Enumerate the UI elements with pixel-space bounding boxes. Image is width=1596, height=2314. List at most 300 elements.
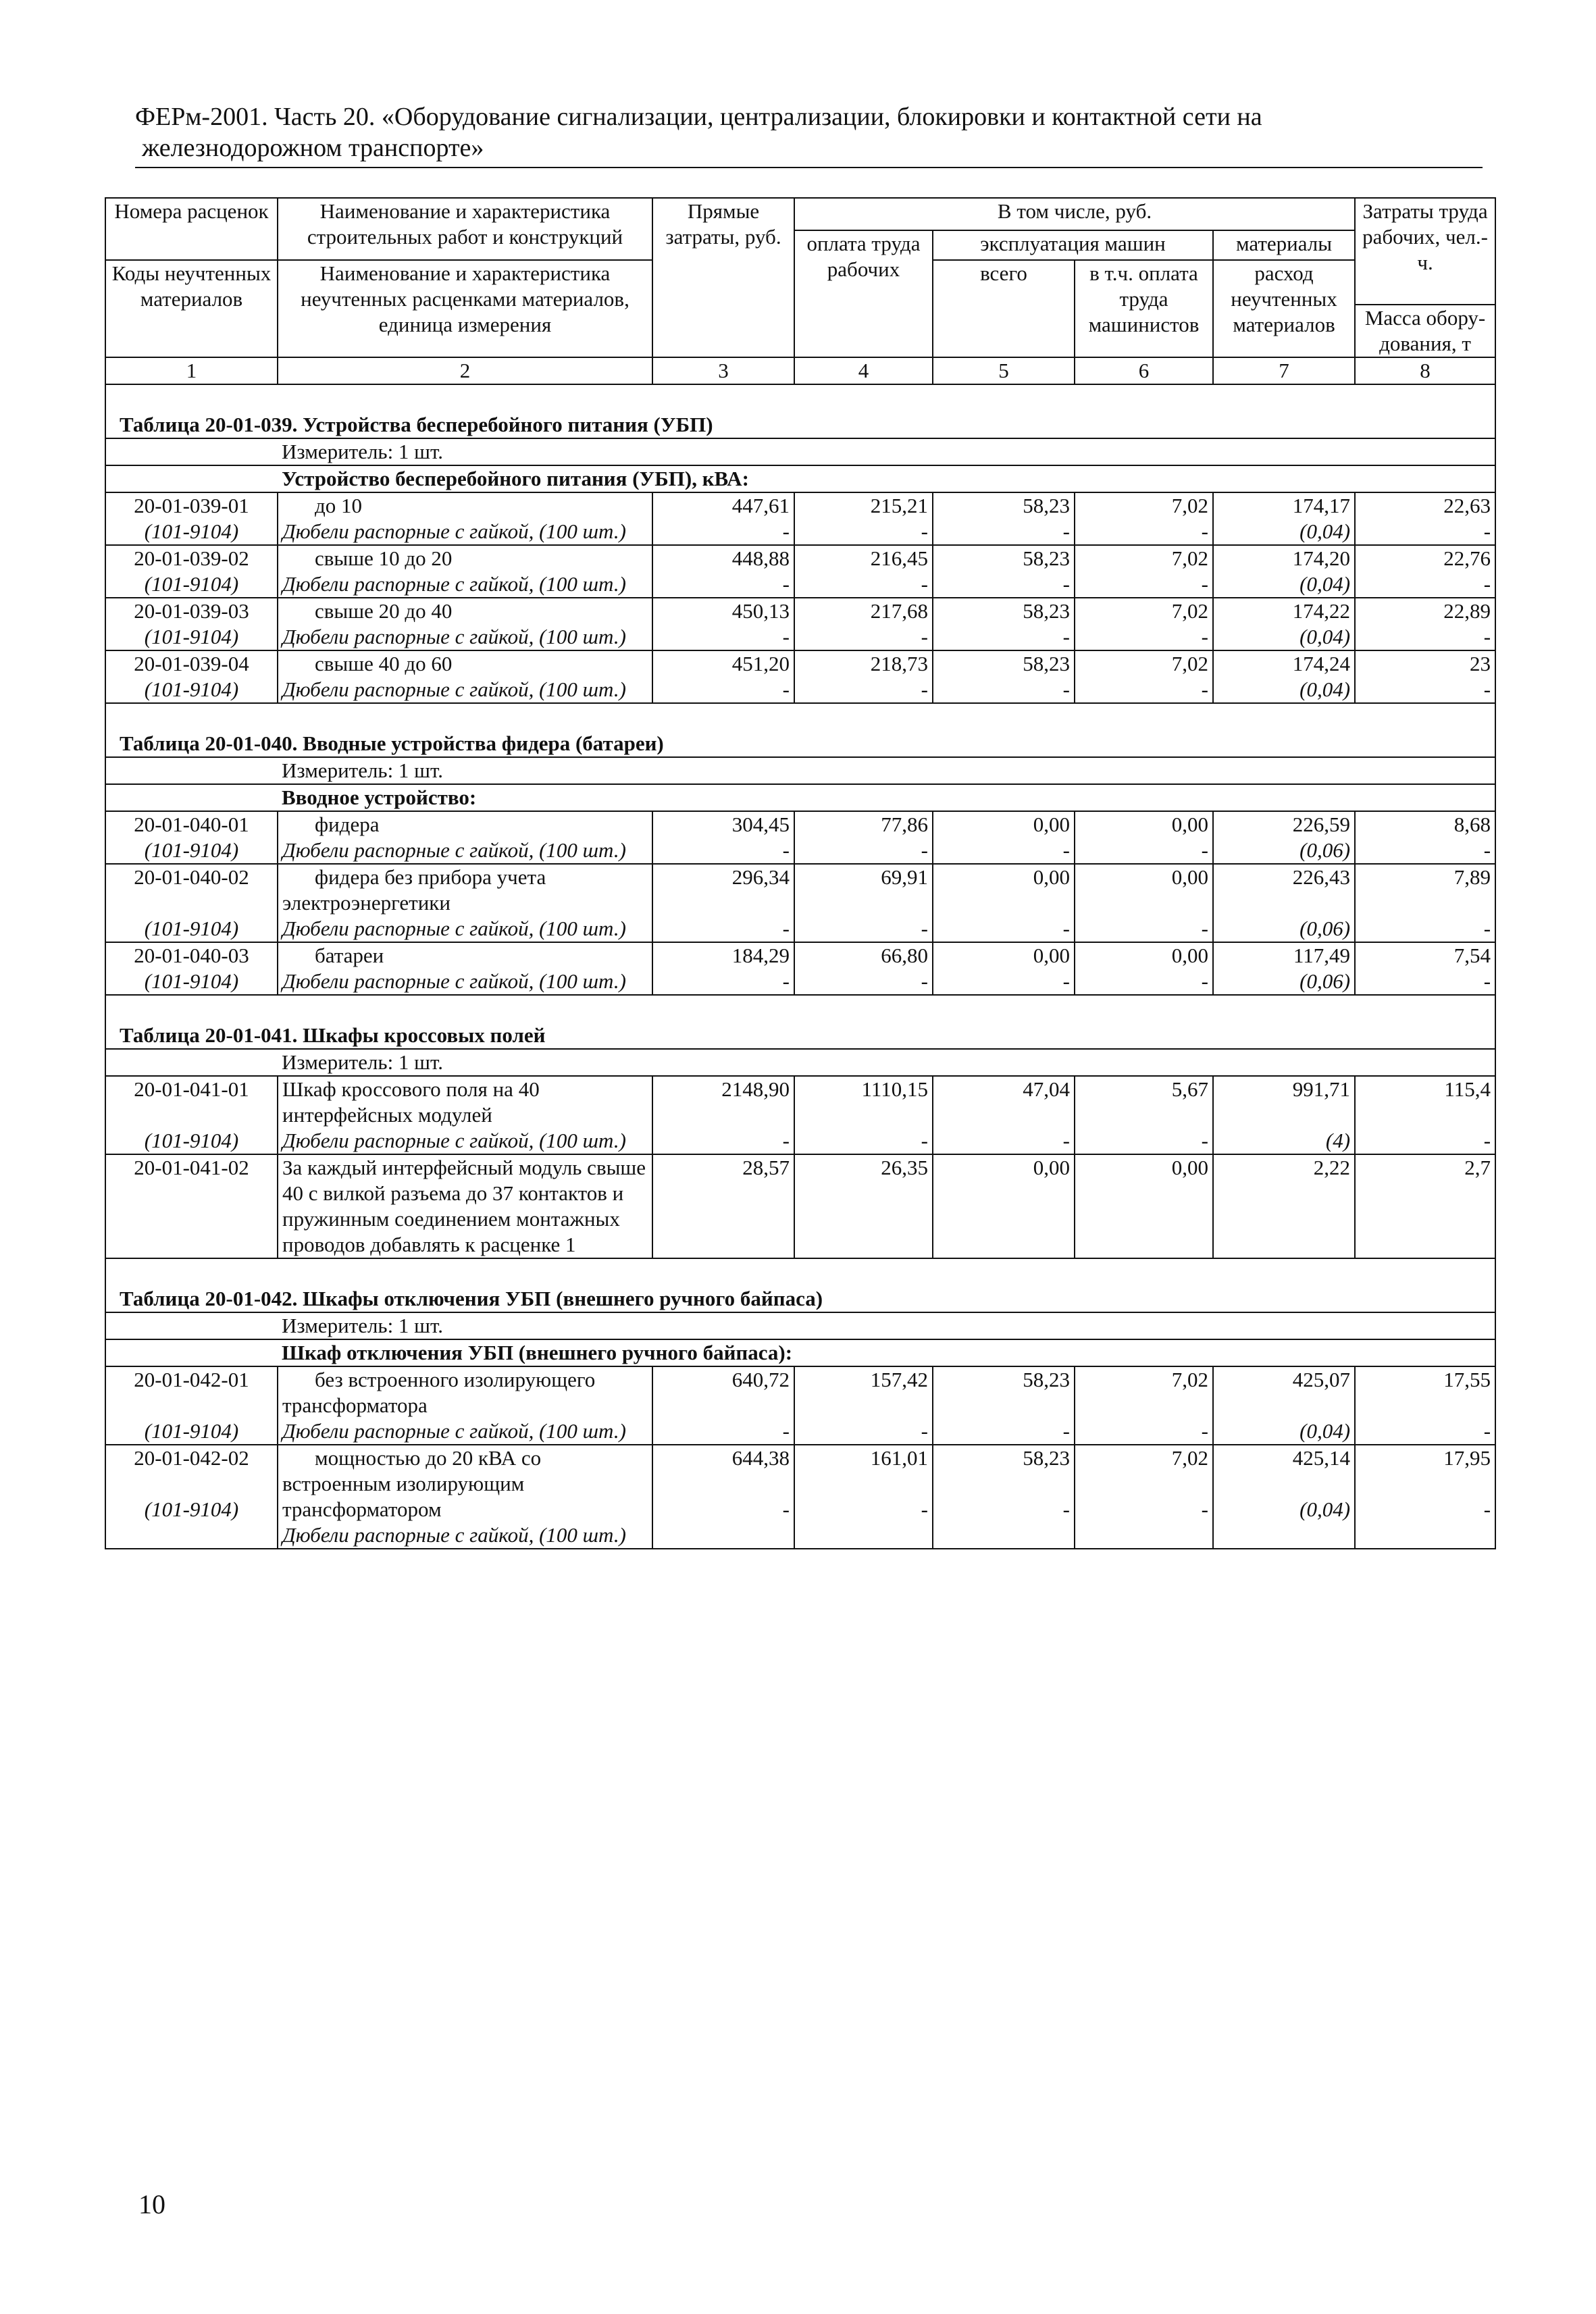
material-name: Дюбели распорные с гайкой, (100 шт.): [282, 677, 626, 701]
material-code: (101-9104): [144, 838, 239, 862]
value-cell: [1213, 811, 1355, 864]
material-value: -: [921, 625, 928, 648]
material-value: -: [1201, 838, 1208, 862]
rate-value: 216,45: [870, 546, 928, 570]
value-cell: [794, 1366, 933, 1445]
rate-value: 174,24: [1292, 652, 1351, 675]
value-cell: [1213, 1445, 1355, 1549]
rate-code-cell: [105, 1445, 278, 1549]
material-value: -: [1201, 1497, 1208, 1521]
material-value: -: [782, 519, 790, 543]
rate-row: [105, 1076, 1495, 1154]
rate-row: [105, 1445, 1495, 1549]
rate-name: свыше 10 до 20: [315, 546, 453, 570]
rate-table: [105, 197, 1496, 1549]
value-cell: [1355, 1154, 1495, 1258]
value-cell: [794, 598, 933, 650]
rate-code: 20-01-039-04: [134, 652, 249, 675]
material-code: (101-9104): [144, 625, 239, 648]
value-cell: [652, 1154, 794, 1258]
table-title: Таблица 20-01-039. Устройства бесперебойного питания (УБП): [105, 384, 1495, 438]
value-cell: [794, 650, 933, 703]
rate-value: 174,17: [1292, 494, 1351, 517]
material-name: Дюбели распорные с гайкой, (100 шт.): [282, 969, 626, 993]
material-value: -: [921, 1129, 928, 1152]
rate-value: 22,89: [1443, 599, 1491, 623]
rate-value: 58,23: [1023, 599, 1070, 623]
rate-row: [105, 864, 1495, 942]
col-materials-header: материалы: [1213, 230, 1355, 260]
value-cell: [652, 1445, 794, 1549]
rate-code-cell: [105, 811, 278, 864]
material-value: -: [1062, 917, 1070, 940]
value-cell: [933, 942, 1075, 995]
material-value: -: [921, 917, 928, 940]
rate-value: 161,01: [870, 1446, 928, 1470]
value-cell: [933, 1366, 1075, 1445]
value-cell: [1213, 864, 1355, 942]
unit-of-measure: Измеритель: 1 шт.: [105, 438, 1495, 465]
rate-code: 20-01-040-02: [134, 865, 249, 889]
rate-value: 226,59: [1292, 813, 1351, 836]
rate-value: 0,00: [1033, 813, 1070, 836]
value-cell: [652, 650, 794, 703]
value-cell: [933, 1076, 1075, 1154]
rate-value: 2148,90: [721, 1077, 790, 1101]
value-cell: [1075, 492, 1213, 545]
material-value: -: [1483, 519, 1491, 543]
rate-code: 20-01-042-01: [134, 1368, 249, 1391]
value-cell: [652, 942, 794, 995]
rate-value: 0,00: [1033, 865, 1070, 889]
rate-row: [105, 545, 1495, 598]
group-heading: Устройство бесперебойного питания (УБП), кВА:: [105, 465, 1495, 492]
column-number: 8: [1355, 357, 1495, 384]
rate-value: 8,68: [1453, 813, 1491, 836]
rate-value: 77,86: [881, 813, 928, 836]
rate-name: Шкаф кроссового поля на 40 интерфейсных модулей: [282, 1077, 540, 1127]
rate-row: [105, 942, 1495, 995]
rate-value: 58,23: [1023, 652, 1070, 675]
material-value: -: [921, 969, 928, 993]
rate-name-cell: [278, 1445, 652, 1549]
col-direct-costs-header: Прямые затраты, руб.: [652, 198, 794, 357]
col-wages-header: оплата труда рабочих: [794, 230, 933, 357]
rate-code: 20-01-041-01: [134, 1077, 249, 1101]
rate-value: 7,02: [1171, 1446, 1208, 1470]
value-cell: [1355, 864, 1495, 942]
rate-name-cell: [278, 811, 652, 864]
rate-value: 17,95: [1443, 1446, 1491, 1470]
material-value: -: [782, 917, 790, 940]
value-cell: [652, 492, 794, 545]
rate-value: 0,00: [1171, 944, 1208, 967]
table-title-row: [105, 995, 1495, 1049]
rate-row: [105, 492, 1495, 545]
rate-value: 425,14: [1292, 1446, 1351, 1470]
meter-row: [105, 1049, 1495, 1076]
rate-value: 7,02: [1171, 599, 1208, 623]
column-number: 3: [652, 357, 794, 384]
material-code: (101-9104): [144, 1129, 239, 1152]
rate-value: 174,22: [1292, 599, 1351, 623]
header-line-2: железнодорожном транспорте»: [142, 134, 484, 162]
col-machines-header: эксплуатация машин: [933, 230, 1213, 260]
material-value: -: [1483, 838, 1491, 862]
value-cell: [794, 1445, 933, 1549]
material-name: Дюбели распорные с гайкой, (100 шт.): [282, 519, 626, 543]
meter-row: [105, 757, 1495, 784]
value-cell: [1355, 1076, 1495, 1154]
rate-row: [105, 1154, 1495, 1258]
rate-name: свыше 20 до 40: [315, 599, 453, 623]
value-cell: [1355, 598, 1495, 650]
rate-code: 20-01-040-01: [134, 813, 249, 836]
table-title: Таблица 20-01-042. Шкафы отключения УБП (внешнего ручного байпаса): [105, 1258, 1495, 1312]
material-code: (101-9104): [144, 572, 239, 596]
value-cell: [1075, 1076, 1213, 1154]
material-name: Дюбели распорные с гайкой, (100 шт.): [282, 1129, 626, 1152]
material-value: -: [1483, 1129, 1491, 1152]
column-number: 5: [933, 357, 1075, 384]
value-cell: [794, 492, 933, 545]
material-value: -: [1201, 625, 1208, 648]
material-code: (101-9104): [144, 969, 239, 993]
value-cell: [1355, 492, 1495, 545]
table-title-row: [105, 384, 1495, 438]
value-cell: [933, 1154, 1075, 1258]
rate-value: 0,00: [1171, 813, 1208, 836]
value-cell: [794, 1076, 933, 1154]
value-cell: [1213, 492, 1355, 545]
material-value: -: [1062, 1497, 1070, 1521]
value-cell: [933, 545, 1075, 598]
value-cell: [1075, 1445, 1213, 1549]
rate-code: 20-01-040-03: [134, 944, 249, 967]
header-line-1: ФЕРм-2001. Часть 20. «Оборудование сигнализации, централизации, блокировки и контактной сети на: [135, 103, 1262, 131]
rate-value: 22,76: [1443, 546, 1491, 570]
material-name: Дюбели распорные с гайкой, (100 шт.): [282, 625, 626, 648]
col-material-code-header: Коды неучтенных материалов: [105, 260, 278, 357]
value-cell: [1355, 1366, 1495, 1445]
rate-name-cell: [278, 1076, 652, 1154]
rate-value: 215,21: [870, 494, 928, 517]
rate-value: 450,13: [731, 599, 790, 623]
material-value: -: [1062, 838, 1070, 862]
rate-value: 640,72: [731, 1368, 790, 1391]
value-cell: [933, 650, 1075, 703]
value-cell: [1213, 598, 1355, 650]
unit-of-measure: Измеритель: 1 шт.: [105, 1049, 1495, 1076]
value-cell: [1075, 942, 1213, 995]
material-value: (0,06): [1299, 917, 1351, 940]
meter-row: [105, 1312, 1495, 1339]
rate-value: 23: [1470, 652, 1491, 675]
col-name-header: Наименование и характеристика строительных работ и конструкций: [278, 198, 652, 260]
col-mass-header: Масса обору-дования, т: [1355, 305, 1495, 357]
material-code: (101-9104): [144, 677, 239, 701]
unit-of-measure: Измеритель: 1 шт.: [105, 757, 1495, 784]
material-value: (0,04): [1299, 1497, 1351, 1521]
material-value: -: [782, 1419, 790, 1443]
rate-value: 425,07: [1292, 1368, 1351, 1391]
rate-row: [105, 1366, 1495, 1445]
material-name: Дюбели распорные с гайкой, (100 шт.): [282, 572, 626, 596]
table-title-row: [105, 1258, 1495, 1312]
col-code-header: Номера расценок: [105, 198, 278, 260]
rate-value: 7,02: [1171, 494, 1208, 517]
material-code: (101-9104): [144, 1419, 239, 1443]
rate-value: 58,23: [1023, 1446, 1070, 1470]
rate-value: 22,63: [1443, 494, 1491, 517]
rate-value: 28,57: [742, 1156, 790, 1179]
value-cell: [794, 864, 933, 942]
group-heading: Вводное устройство:: [105, 784, 1495, 811]
material-value: -: [1483, 917, 1491, 940]
material-name: Дюбели распорные с гайкой, (100 шт.): [282, 1419, 626, 1443]
value-cell: [933, 598, 1075, 650]
table-title: Таблица 20-01-041. Шкафы кроссовых полей: [105, 995, 1495, 1049]
value-cell: [1355, 942, 1495, 995]
value-cell: [794, 942, 933, 995]
rate-value: 451,20: [731, 652, 790, 675]
rate-value: 217,68: [870, 599, 928, 623]
rate-value: 7,89: [1453, 865, 1491, 889]
material-value: (0,06): [1299, 969, 1351, 993]
rate-code-cell: [105, 492, 278, 545]
col-labor-header: Затраты труда рабочих, чел.-ч.: [1355, 198, 1495, 305]
rate-code: 20-01-042-02: [134, 1446, 249, 1470]
value-cell: [1075, 811, 1213, 864]
rate-value: 218,73: [870, 652, 928, 675]
rate-value: 0,00: [1033, 1156, 1070, 1179]
material-value: (4): [1325, 1129, 1351, 1152]
material-value: -: [921, 572, 928, 596]
value-cell: [652, 811, 794, 864]
value-cell: [1075, 864, 1213, 942]
rate-value: 296,34: [731, 865, 790, 889]
material-value: (0,04): [1299, 625, 1351, 648]
rate-value: 644,38: [731, 1446, 790, 1470]
rate-value: 0,00: [1171, 1156, 1208, 1179]
group-row: [105, 1339, 1495, 1366]
rate-row: [105, 811, 1495, 864]
rate-value: 448,88: [731, 546, 790, 570]
material-value: -: [1201, 677, 1208, 701]
rate-value: 2,22: [1313, 1156, 1351, 1179]
material-value: -: [921, 838, 928, 862]
rate-value: 47,04: [1023, 1077, 1070, 1101]
material-value: -: [782, 572, 790, 596]
header-rule: [135, 167, 1483, 168]
material-value: (0,04): [1299, 572, 1351, 596]
material-value: -: [1201, 572, 1208, 596]
value-cell: [794, 811, 933, 864]
column-numbers-row: [105, 357, 1495, 384]
rate-name-cell: [278, 1154, 652, 1258]
value-cell: [933, 864, 1075, 942]
meter-row: [105, 438, 1495, 465]
material-value: -: [782, 625, 790, 648]
value-cell: [1355, 650, 1495, 703]
material-value: -: [782, 969, 790, 993]
rate-name: фидера без прибора учета электроэнергетики: [282, 865, 546, 915]
rate-code: 20-01-039-02: [134, 546, 249, 570]
material-value: -: [1483, 1419, 1491, 1443]
rate-value: 991,71: [1292, 1077, 1351, 1101]
column-number: 2: [278, 357, 652, 384]
value-cell: [1075, 650, 1213, 703]
value-cell: [652, 545, 794, 598]
rate-name-cell: [278, 545, 652, 598]
material-code: (101-9104): [144, 1497, 239, 1521]
material-name: Дюбели распорные с гайкой, (100 шт.): [282, 838, 626, 862]
rate-row: [105, 650, 1495, 703]
rate-code-cell: [105, 1076, 278, 1154]
rate-value: 304,45: [731, 813, 790, 836]
column-number: 6: [1075, 357, 1213, 384]
rate-value: 174,20: [1292, 546, 1351, 570]
material-value: -: [782, 838, 790, 862]
rate-code-cell: [105, 864, 278, 942]
rate-value: 2,7: [1464, 1156, 1491, 1179]
rate-value: 0,00: [1171, 865, 1208, 889]
material-value: -: [921, 1497, 928, 1521]
col-operators-header: в т.ч. оплата труда машинистов: [1075, 260, 1213, 357]
value-cell: [1075, 598, 1213, 650]
rate-value: 1110,15: [861, 1077, 928, 1101]
material-value: -: [921, 1419, 928, 1443]
material-value: -: [1062, 625, 1070, 648]
material-value: (0,06): [1299, 838, 1351, 862]
rate-name-cell: [278, 1366, 652, 1445]
rate-value: 58,23: [1023, 1368, 1070, 1391]
rate-code-cell: [105, 1154, 278, 1258]
material-name: Дюбели распорные с гайкой, (100 шт.): [282, 917, 626, 940]
rate-value: 58,23: [1023, 546, 1070, 570]
rate-value: 184,29: [731, 944, 790, 967]
value-cell: [652, 1076, 794, 1154]
rate-code-cell: [105, 1366, 278, 1445]
rate-name-cell: [278, 650, 652, 703]
value-cell: [652, 598, 794, 650]
rate-value: 117,49: [1293, 944, 1351, 967]
page-number: 10: [138, 2189, 165, 2219]
rate-name: батареи: [315, 944, 384, 967]
col-material-name-header: Наименование и характеристика неучтенных расценками материалов, единица измерения: [278, 260, 652, 357]
rate-name: свыше 40 до 60: [315, 652, 453, 675]
group-heading: Шкаф отключения УБП (внешнего ручного байпаса):: [105, 1339, 1495, 1366]
material-value: -: [921, 519, 928, 543]
material-value: -: [1201, 519, 1208, 543]
rate-value: 7,02: [1171, 1368, 1208, 1391]
unit-of-measure: Измеритель: 1 шт.: [105, 1312, 1495, 1339]
material-value: (0,04): [1299, 519, 1351, 543]
value-cell: [1213, 942, 1355, 995]
value-cell: [1213, 1154, 1355, 1258]
rate-name: фидера: [315, 813, 380, 836]
rate-value: 26,35: [881, 1156, 928, 1179]
material-value: -: [1062, 519, 1070, 543]
rate-value: 115,4: [1444, 1077, 1491, 1101]
material-value: -: [1201, 1129, 1208, 1152]
value-cell: [1075, 1366, 1213, 1445]
material-value: (0,04): [1299, 677, 1351, 701]
col-machines-total-header: всего: [933, 260, 1075, 357]
rate-value: 66,80: [881, 944, 928, 967]
rate-name: до 10: [315, 494, 363, 517]
rate-code-cell: [105, 598, 278, 650]
rate-name-cell: [278, 864, 652, 942]
material-value: -: [921, 677, 928, 701]
material-value: -: [1483, 1497, 1491, 1521]
material-value: -: [1062, 1419, 1070, 1443]
rate-name: без встроенного изолирующего трансформатора: [282, 1368, 596, 1417]
rate-value: 7,02: [1171, 652, 1208, 675]
rate-value: 7,54: [1453, 944, 1491, 967]
material-value: -: [1201, 917, 1208, 940]
column-number: 7: [1213, 357, 1355, 384]
rate-value: 226,43: [1292, 865, 1351, 889]
rate-value: 5,67: [1171, 1077, 1208, 1101]
material-value: -: [1201, 969, 1208, 993]
value-cell: [1355, 811, 1495, 864]
col-unaccounted-materials-header: расход неучтенных материалов: [1213, 260, 1355, 357]
value-cell: [1355, 1445, 1495, 1549]
material-value: -: [782, 677, 790, 701]
material-value: (0,04): [1299, 1419, 1351, 1443]
value-cell: [652, 1366, 794, 1445]
value-cell: [1213, 545, 1355, 598]
value-cell: [1213, 1366, 1355, 1445]
table-title-row: [105, 703, 1495, 757]
col-including-header: В том числе, руб.: [794, 198, 1355, 230]
material-value: -: [1483, 677, 1491, 701]
material-value: -: [1201, 1419, 1208, 1443]
rate-code-cell: [105, 545, 278, 598]
rate-name-cell: [278, 492, 652, 545]
rate-code-cell: [105, 650, 278, 703]
material-code: (101-9104): [144, 519, 239, 543]
rate-name-cell: [278, 598, 652, 650]
rate-value: 69,91: [881, 865, 928, 889]
rate-name: мощностью до 20 кВА со встроенным изолирующим трансформатором: [282, 1446, 542, 1521]
value-cell: [652, 864, 794, 942]
material-value: -: [1062, 1129, 1070, 1152]
value-cell: [794, 545, 933, 598]
material-value: -: [1062, 969, 1070, 993]
value-cell: [933, 1445, 1075, 1549]
value-cell: [1075, 545, 1213, 598]
column-number: 1: [105, 357, 278, 384]
group-row: [105, 465, 1495, 492]
rate-value: 157,42: [870, 1368, 928, 1391]
rate-name-cell: [278, 942, 652, 995]
rate-value: 0,00: [1033, 944, 1070, 967]
rate-code: 20-01-039-03: [134, 599, 249, 623]
material-value: -: [1483, 969, 1491, 993]
rate-code-cell: [105, 942, 278, 995]
material-value: -: [1483, 572, 1491, 596]
value-cell: [933, 492, 1075, 545]
material-name: Дюбели распорные с гайкой, (100 шт.): [282, 1523, 626, 1547]
material-value: -: [1483, 625, 1491, 648]
material-value: -: [782, 1497, 790, 1521]
material-value: -: [1062, 572, 1070, 596]
material-value: -: [782, 1129, 790, 1152]
rate-value: 17,55: [1443, 1368, 1491, 1391]
value-cell: [1213, 650, 1355, 703]
